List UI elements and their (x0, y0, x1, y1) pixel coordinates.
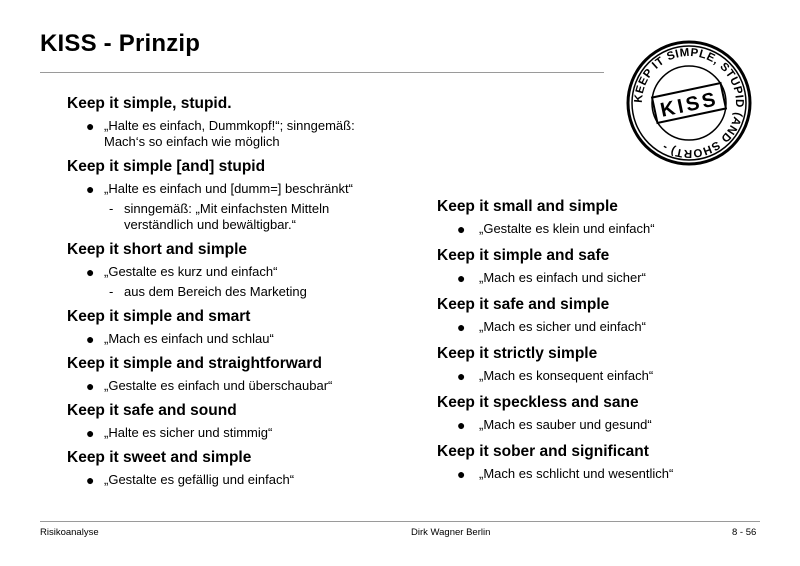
kiss-variant-item (437, 246, 767, 286)
bullet-icon: ● (457, 319, 466, 335)
bullet-text-line: „Gestalte es kurz und einfach“ (104, 264, 278, 279)
bullet-text-line: „Gestalte es einfach und überschaubar“ (104, 378, 333, 393)
bullet-text-line: „Mach es schlicht und wesentlich“ (479, 466, 674, 481)
bullet-icon: ● (86, 181, 95, 197)
bullet-icon: ● (86, 264, 95, 280)
kiss-variant-item (67, 354, 417, 394)
kiss-stamp-logo (626, 40, 752, 166)
bullet-text-line: „Mach es einfach und sicher“ (479, 270, 646, 285)
dash-bullet-icon: - (109, 284, 114, 299)
kiss-variant-item (437, 197, 767, 237)
variant-heading: Keep it short and simple (67, 241, 248, 258)
kiss-variant-item (437, 442, 767, 482)
footer-divider (40, 521, 760, 522)
variant-translation (67, 425, 417, 441)
kiss-variant-item (437, 344, 767, 384)
variant-heading: Keep it safe and sound (67, 402, 237, 419)
variant-heading: Keep it sweet and simple (67, 449, 252, 466)
left-column (67, 94, 417, 495)
variant-translation (437, 319, 767, 335)
kiss-variant-item (67, 307, 417, 347)
bullet-text-line: „Halte es einfach und [dumm=] beschränkt“ (104, 181, 353, 196)
variant-translation (67, 181, 417, 197)
svg-text:KEEP IT SIMPLE, STUPID (AND SH: KEEP IT SIMPLE, STUPID (AND SHORT) - (632, 46, 746, 160)
bullet-icon: ● (457, 368, 466, 384)
right-column (437, 197, 767, 491)
bullet-text-line: Mach‘s so einfach wie möglich (104, 134, 280, 149)
kiss-variant-item (67, 401, 417, 441)
bullet-text-line: „Mach es einfach und schlau“ (104, 331, 274, 346)
variant-note (67, 201, 417, 233)
variant-heading: Keep it sober and significant (437, 443, 649, 460)
bullet-text-line: „Gestalte es gefällig und einfach“ (104, 472, 295, 487)
variant-translation (67, 472, 417, 488)
bullet-text-line: „Halte es einfach, Dummkopf!“; sinngemäß: (104, 118, 355, 133)
variant-heading: Keep it speckless and sane (437, 394, 639, 411)
bullet-text-line: „Mach es konsequent einfach“ (479, 368, 654, 383)
variant-translation (437, 368, 767, 384)
variant-heading: Keep it safe and simple (437, 296, 610, 313)
kiss-variant-item (67, 240, 417, 300)
footer-author: Dirk Wagner Berlin (411, 527, 491, 538)
variant-translation (437, 466, 767, 482)
variant-heading: Keep it strictly simple (437, 345, 598, 362)
variant-heading: Keep it simple and safe (437, 247, 610, 264)
dash-bullet-icon: - (109, 201, 114, 216)
bullet-icon: ● (457, 221, 466, 237)
variant-heading: Keep it small and simple (437, 198, 618, 215)
variant-heading: Keep it simple and straightforward (67, 355, 322, 372)
variant-heading: Keep it simple [and] stupid (67, 158, 266, 175)
bullet-icon: ● (86, 118, 95, 134)
svg-text:KISS: KISS (658, 88, 721, 122)
title-divider (40, 72, 604, 73)
variant-translation (67, 378, 417, 394)
sub-text-line: aus dem Bereich des Marketing (124, 284, 307, 299)
bullet-icon: ● (86, 425, 95, 441)
bullet-text-line: „Halte es sicher und stimmig“ (104, 425, 273, 440)
sub-text-line: verständlich und bewältigbar.“ (124, 217, 296, 232)
kiss-variant-item (67, 94, 417, 150)
sub-text-line: sinngemäß: „Mit einfachsten Mitteln (124, 201, 330, 216)
variant-heading: Keep it simple, stupid. (67, 95, 232, 112)
variant-translation (67, 331, 417, 347)
variant-translation (437, 270, 767, 286)
kiss-variant-item (67, 157, 417, 233)
variant-translation (67, 264, 417, 280)
bullet-icon: ● (86, 331, 95, 347)
bullet-text-line: „Mach es sicher und einfach“ (479, 319, 646, 334)
bullet-icon: ● (457, 466, 466, 482)
variant-translation (437, 221, 767, 237)
bullet-text-line: „Gestalte es klein und einfach“ (479, 221, 655, 236)
variant-note (67, 284, 417, 300)
kiss-variant-item (67, 448, 417, 488)
bullet-icon: ● (457, 270, 466, 286)
variant-translation (67, 118, 417, 150)
bullet-icon: ● (86, 472, 95, 488)
bullet-icon: ● (86, 378, 95, 394)
bullet-text-line: „Mach es sauber und gesund“ (479, 417, 652, 432)
page-number: 8 - 56 (732, 527, 757, 538)
kiss-variant-item (437, 393, 767, 433)
kiss-variant-item (437, 295, 767, 335)
page-title: KISS - Prinzip (40, 30, 201, 57)
bullet-icon: ● (457, 417, 466, 433)
footer-left-text: Risikoanalyse (40, 527, 99, 538)
variant-heading: Keep it simple and smart (67, 308, 251, 325)
variant-translation (437, 417, 767, 433)
